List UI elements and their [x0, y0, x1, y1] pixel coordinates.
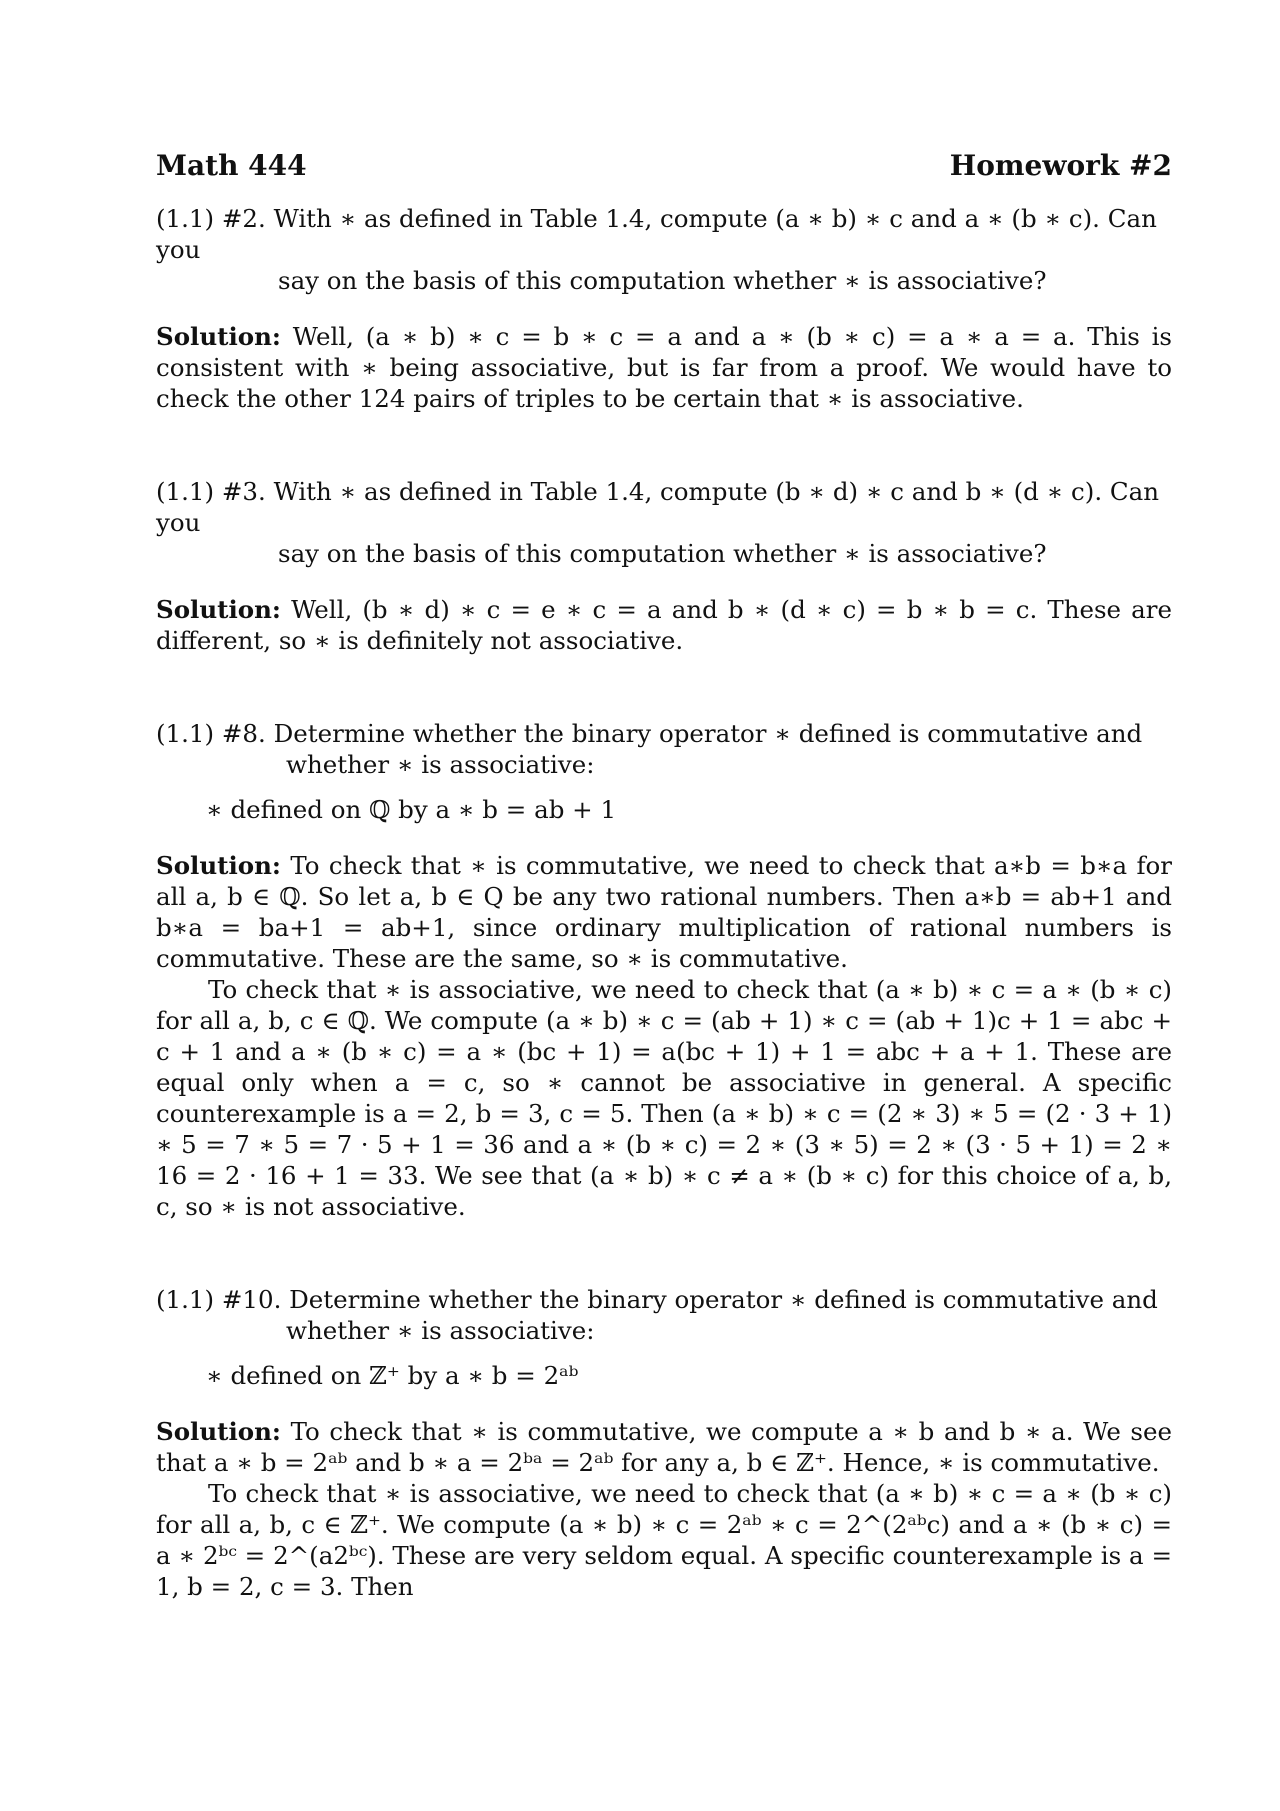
- prompt-line: say on the basis of this computation whether ∗ is associative?: [278, 266, 1047, 295]
- solution-paragraph: [156, 850, 1172, 974]
- operator-definition: ∗ defined on ℚ by a ∗ b = ab + 1: [206, 795, 617, 824]
- problem-prompt: [156, 1284, 1172, 1315]
- solution-text: Well, (b ∗ d) ∗ c = e ∗ c = a and b ∗ (d ∗ c) = b ∗ b = c. These are different, so ∗ is definitely not associative.: [156, 595, 1172, 655]
- prompt-line: With ∗ as defined in Table 1.4, compute (a ∗ b) ∗ c and a ∗ (b ∗ c). Can you: [156, 204, 1157, 264]
- solution-paragraph: [156, 1416, 1172, 1478]
- problem-number: (1.1) #3.: [156, 477, 266, 506]
- prompt-line: With ∗ as defined in Table 1.4, compute (b ∗ d) ∗ c and b ∗ (d ∗ c). Can you: [156, 477, 1160, 537]
- solution-paragraph: [156, 321, 1172, 414]
- prompt-line: whether ∗ is associative:: [286, 1316, 595, 1345]
- problem-number: (1.1) #10.: [156, 1285, 282, 1314]
- document-page: [156, 150, 1172, 1602]
- operator-definition: ∗ defined on ℤ⁺ by a ∗ b = 2ᵃᵇ: [206, 1361, 579, 1390]
- solution: [156, 850, 1172, 1222]
- solution: [156, 594, 1172, 656]
- solution-text: To check that ∗ is commutative, we need to check that a∗b = b∗a for all a, b ∈ ℚ. So let a, b ∈ Q be any two rational numbers. Then a∗b = ab+1 and b∗a = ba+1 = ab+1, since ordinary multiplication of rational numbers is commutative. These are the same, so ∗ is commutative.: [156, 851, 1172, 973]
- solution-label: Solution:: [156, 1417, 281, 1446]
- header: [156, 150, 1172, 181]
- problem-prompt: [156, 203, 1172, 265]
- problem-number: (1.1) #2.: [156, 204, 266, 233]
- solution-text: Well, (a ∗ b) ∗ c = b ∗ c = a and a ∗ (b ∗ c) = a ∗ a = a. This is consistent with ∗ being associative, but is far from a proof. We would have to check the other 124 pairs of triples to be certain that ∗ is associative.: [156, 322, 1172, 413]
- problem-block: [156, 1284, 1172, 1602]
- problem-prompt: [156, 476, 1172, 538]
- solution-label: Solution:: [156, 322, 281, 351]
- prompt-line: Determine whether the binary operator ∗ defined is commutative and: [273, 719, 1143, 748]
- solution-label: Solution:: [156, 595, 281, 624]
- problem-block: [156, 476, 1172, 656]
- solution-label: Solution:: [156, 851, 281, 880]
- solution-text: To check that ∗ is commutative, we compute a ∗ b and b ∗ a. We see that a ∗ b = 2ᵃᵇ and b ∗ a = 2ᵇᵃ = 2ᵃᵇ for any a, b ∈ ℤ⁺. Hence, ∗ is commutative.: [156, 1417, 1173, 1477]
- solution: [156, 321, 1172, 414]
- solution-paragraph: [156, 594, 1172, 656]
- solution-paragraph: To check that ∗ is associative, we need to check that (a ∗ b) ∗ c = a ∗ (b ∗ c) for all a, b, c ∈ ℤ⁺. We compute (a ∗ b) ∗ c = 2ᵃᵇ ∗ c = 2^(2ᵃᵇc) and a ∗ (b ∗ c) = a ∗ 2ᵇᶜ = 2^(a2ᵇᶜ). These are very seldom equal. A specific counterexample is a = 1, b = 2, c = 3. Then: [156, 1479, 1172, 1601]
- problem-number: (1.1) #8.: [156, 719, 266, 748]
- assignment-title: Homework #2: [949, 149, 1172, 182]
- solution: [156, 1416, 1172, 1602]
- problem-block: [156, 718, 1172, 1222]
- solution-paragraph: To check that ∗ is associative, we need to check that (a ∗ b) ∗ c = a ∗ (b ∗ c) for all a, b, c ∈ ℚ. We compute (a ∗ b) ∗ c = (ab + 1) ∗ c = (ab + 1)c + 1 = abc + c + 1 and a ∗ (b ∗ c) = a ∗ (bc + 1) = a(bc + 1) + 1 = abc + a + 1. These are equal only when a = c, so ∗ cannot be associative in general. A specific counterexample is a = 2, b = 3, c = 5. Then (a ∗ b) ∗ c = (2 ∗ 3) ∗ 5 = (2 · 3 + 1) ∗ 5 = 7 ∗ 5 = 7 · 5 + 1 = 36 and a ∗ (b ∗ c) = 2 ∗ (3 ∗ 5) = 2 ∗ (3 · 5 + 1) = 2 ∗ 16 = 2 · 16 + 1 = 33. We see that (a ∗ b) ∗ c ≠ a ∗ (b ∗ c) for this choice of a, b, c, so ∗ is not associative.: [156, 975, 1172, 1221]
- problem-prompt: [156, 718, 1172, 749]
- prompt-line: say on the basis of this computation whether ∗ is associative?: [278, 539, 1047, 568]
- prompt-line: whether ∗ is associative:: [286, 750, 595, 779]
- problem-block: [156, 203, 1172, 414]
- course-title: Math 444: [156, 149, 307, 182]
- prompt-line: Determine whether the binary operator ∗ defined is commutative and: [289, 1285, 1158, 1314]
